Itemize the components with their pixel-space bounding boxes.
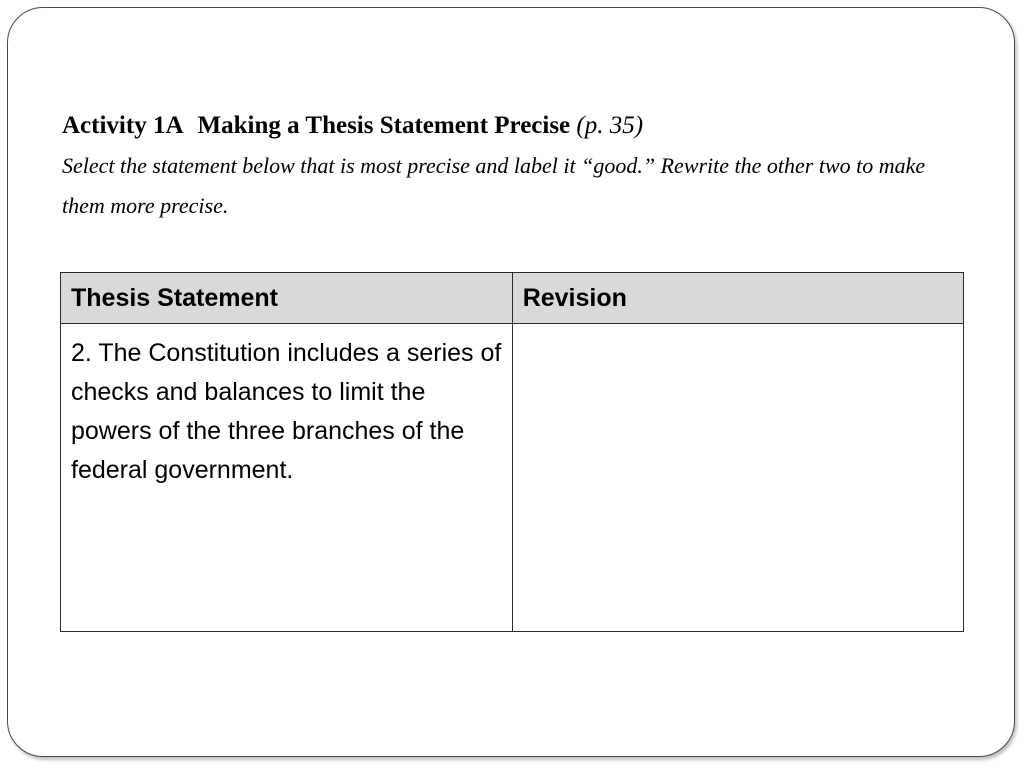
activity-title: Making a Thesis Statement Precise	[197, 112, 571, 139]
table-row	[61, 324, 964, 632]
activity-label: Activity 1A	[62, 112, 184, 139]
activity-heading	[62, 106, 982, 226]
revision-cell[interactable]	[512, 324, 963, 632]
activity-instructions: Select the statement below that is most precise and label it “good.” Rewrite the other two to make them more precise.	[62, 153, 926, 218]
header-thesis-statement: Thesis Statement	[61, 273, 513, 324]
thesis-statement-cell: 2. The Constitution includes a series of checks and balances to limit the powers of the three branches of the federal government.	[61, 324, 513, 632]
page-reference: (p. 35)	[576, 112, 644, 139]
table-header-row	[61, 273, 964, 324]
thesis-revision-table	[60, 272, 964, 632]
activity-title-line	[62, 106, 982, 146]
header-revision: Revision	[512, 273, 963, 324]
